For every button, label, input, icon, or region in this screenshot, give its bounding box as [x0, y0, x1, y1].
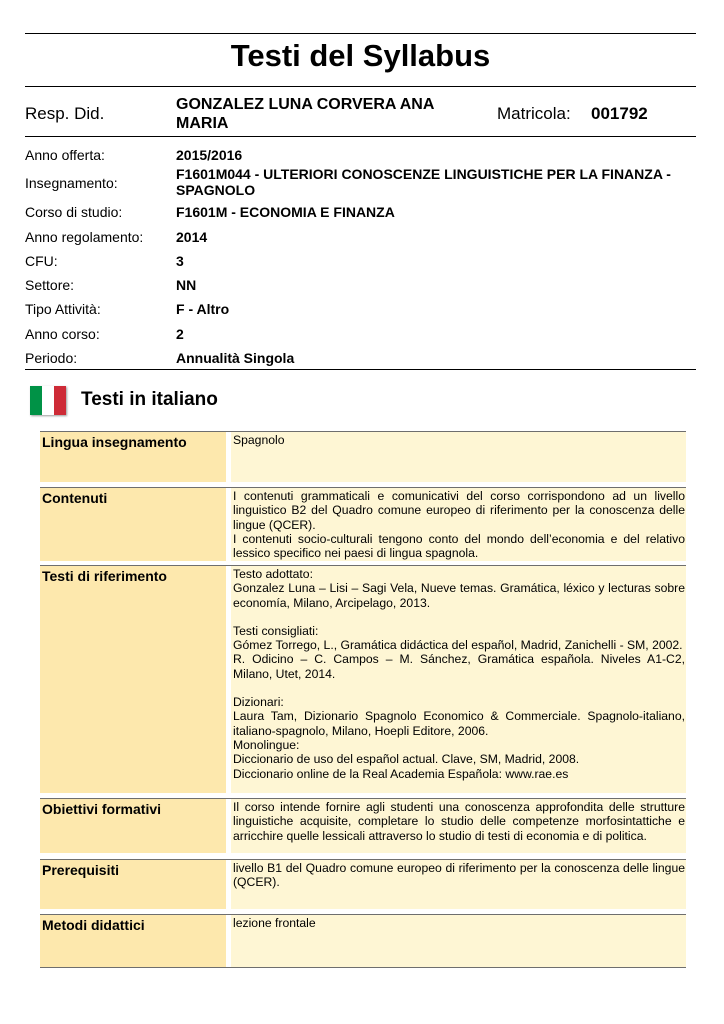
body-line: I contenuti grammaticali e comunicativi del corso corrispondono ad un livello linguistico B2 del Quadro comune europeo di riferimento per la conoscenza delle lingue (QCER). — [233, 489, 685, 532]
body-line: Testo adottato: — [233, 567, 313, 581]
info-label: Tipo Attività: — [25, 301, 101, 317]
section-body — [231, 566, 686, 793]
body-line: Gómez Torrego, L., Gramática didáctica del español, Madrid, Zanichelli - SM, 2002. — [233, 638, 683, 653]
info-label: CFU: — [25, 253, 58, 269]
info-label: Settore: — [25, 277, 75, 293]
body-line: Testi consigliati: — [233, 623, 319, 638]
body-line: R. Odicino – C. Campos – M. Sánchez, Gramática española. Niveles A1-C2, Milano, Utet, 2014. — [233, 652, 685, 681]
body-line: Spagnolo — [233, 433, 285, 447]
section-label: Testi di riferimento — [40, 566, 226, 793]
section-label: Lingua insegnamento — [40, 432, 226, 482]
resp-did-label: Resp. Did. — [25, 104, 105, 123]
info-value: Annualità Singola — [176, 350, 295, 366]
body-gap — [233, 610, 685, 624]
section-obiettivi-formativi — [40, 798, 686, 853]
section-body — [231, 860, 686, 909]
body-line: lezione frontale — [233, 916, 316, 930]
section-testi-di-riferimento — [40, 565, 686, 793]
info-value: 2015/2016 — [176, 147, 243, 163]
section-label: Obiettivi formativi — [40, 799, 226, 853]
italian-flag-icon — [30, 386, 66, 415]
flag-white-stripe — [42, 386, 54, 415]
matricola-label: Matricola: — [497, 104, 571, 123]
page-title: Testi del Syllabus — [230, 38, 491, 73]
body-line: Dizionari: — [233, 695, 284, 710]
info-label: Anno offerta: — [25, 147, 105, 163]
section-body — [231, 432, 686, 482]
top-rule — [25, 33, 696, 34]
body-line: Diccionario online de la Real Academia Española: www.rae.es — [233, 766, 569, 781]
body-line: Monolingue: — [233, 737, 300, 752]
section-contenuti — [40, 487, 686, 561]
body-gap — [233, 681, 685, 695]
body-line: Laura Tam, Dizionario Spagnolo Economico & Commerciale. Spagnolo-italiano, italiano-spagnolo, Milano, Hoepli Editore, 2006. — [233, 709, 685, 738]
info-value: 2014 — [176, 229, 208, 245]
info-label: Periodo: — [25, 350, 78, 366]
section-label: Prerequisiti — [40, 860, 226, 909]
section-title: Testi in italiano — [81, 389, 218, 410]
section-lingua-insegnamento — [40, 431, 686, 482]
section-body — [231, 915, 686, 967]
body-line: Il corso intende fornire agli studenti una conoscenza approfondita delle strutture linguistiche acquisite, completare lo studio delle competenze morfosintattiche e arricchire quelle lessicali attraverso lo studio di testi di economia e di politica. — [233, 800, 685, 843]
body-line: I contenuti socio-culturali tengono conto del mondo dell’economia e del relativo lessico specifico nei paesi di lingua spagnola. — [233, 531, 685, 561]
header-rule — [25, 136, 696, 137]
body-line: livello B1 del Quadro comune europeo di riferimento per la conoscenza delle lingue (QCER). — [233, 861, 685, 890]
info-value: 2 — [176, 326, 184, 342]
info-label: Anno corso: — [25, 326, 100, 342]
flag-red-stripe — [54, 386, 66, 415]
section-metodi-didattici — [40, 914, 686, 967]
info-value: 3 — [176, 253, 184, 269]
info-value: NN — [176, 277, 197, 293]
info-label: Corso di studio: — [25, 204, 123, 220]
info-value: F - Altro — [176, 301, 230, 317]
info-value: F1601M044 - ULTERIORI CONOSCENZE LINGUISTICHE PER LA FINANZA - SPAGNOLO — [176, 166, 671, 198]
matricola-value: 001792 — [591, 104, 648, 123]
body-line: Diccionario de uso del español actual. Clave, SM, Madrid, 2008. — [233, 752, 580, 767]
body-line: Gonzalez Luna – Lisi – Sagi Vela, Nueve temas. Gramática, léxico y lecturas sobre economía, Milano, Arcipelago, 2013. — [233, 581, 685, 610]
section-body — [231, 488, 686, 561]
flag-green-stripe — [30, 386, 42, 415]
info-label: Anno regolamento: — [25, 229, 144, 245]
section-label: Metodi didattici — [40, 915, 226, 967]
info-value: F1601M - ECONOMIA E FINANZA — [176, 204, 395, 220]
title-rule — [25, 86, 696, 87]
bottom-rule — [40, 967, 686, 968]
section-prerequisiti — [40, 859, 686, 909]
resp-did-name: GONZALEZ LUNA CORVERA ANA MARIA — [176, 96, 434, 132]
info-label: Insegnamento: — [25, 175, 118, 191]
section-label: Contenuti — [40, 488, 226, 561]
info-bottom-rule — [25, 369, 696, 370]
section-body — [231, 799, 686, 853]
